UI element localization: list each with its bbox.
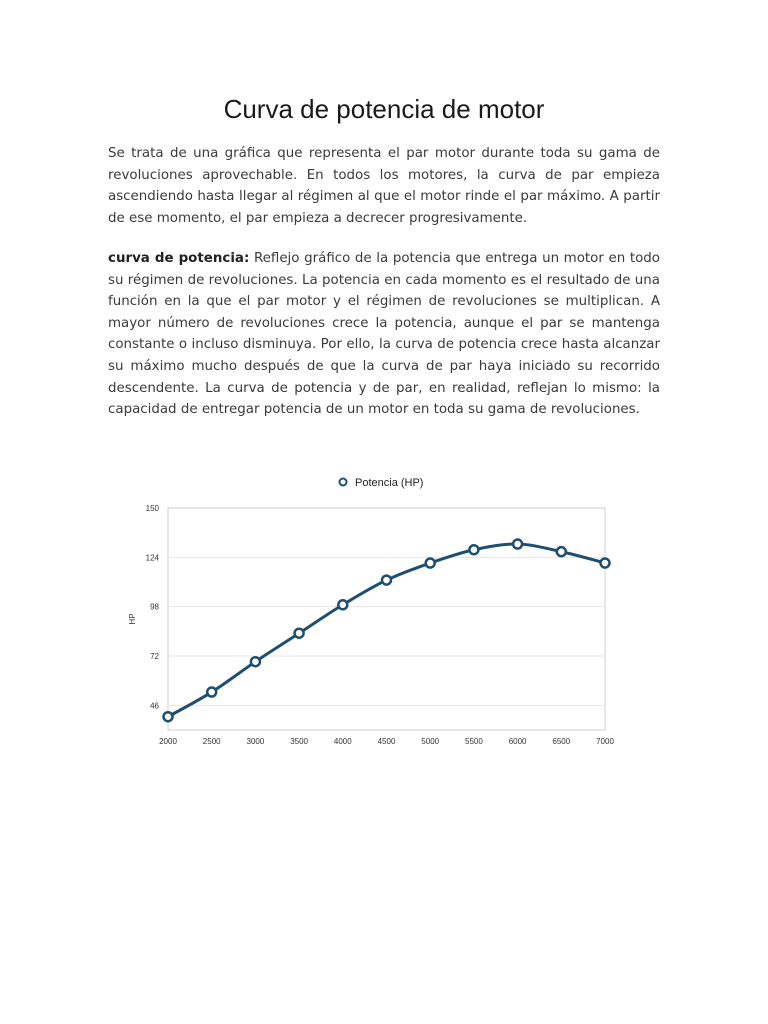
x-tick-label: 5500: [465, 737, 483, 746]
legend-label: Potencia (HP): [355, 477, 424, 489]
x-tick-label: 2500: [202, 737, 221, 746]
x-tick-label: 3000: [246, 737, 265, 746]
data-point: [601, 559, 610, 568]
plot-frame: [168, 508, 605, 730]
data-point: [338, 600, 347, 609]
y-tick-label: 46: [150, 701, 159, 711]
data-point: [513, 540, 522, 549]
x-tick-label: 2000: [159, 737, 177, 746]
legend-marker: [340, 479, 347, 486]
y-tick-label: 150: [145, 504, 159, 513]
x-tick-label: 7000: [596, 737, 614, 746]
data-point: [469, 545, 478, 554]
y-tick-label: 98: [150, 602, 159, 612]
definition-term: curva de potencia:: [108, 251, 250, 266]
definition-body: Reflejo gráfico de la potencia que entrega un motor en todo su régimen de revoluciones. La potencia en cada momento es el resultado de una función en la que el par motor y el régimen de revoluciones se multiplican. A mayor número de revoluciones crece la potencia, aunque el par se mantenga constante o incluso disminuya. Por ello, la curva de potencia crece hasta alcanzar su máximo mucho después de que la curva de par haya iniciado su recorrido descendente. La curva de potencia y de par, en realidad, reflejan lo mismo: la capacidad de entregar potencia de un motor en toda su gama de revoluciones.: [108, 251, 660, 418]
definition-paragraph: [108, 248, 660, 421]
x-tick-label: 5000: [421, 737, 440, 746]
x-tick-label: 6000: [508, 737, 527, 746]
x-tick-label: 6500: [552, 737, 571, 746]
data-point: [295, 629, 304, 638]
data-point: [426, 559, 435, 568]
y-tick-label: 72: [150, 652, 159, 661]
power-curve-chart: [108, 465, 628, 755]
y-tick-label: 124: [145, 553, 159, 563]
data-point: [251, 657, 260, 666]
x-tick-label: 4500: [377, 737, 396, 746]
y-axis-label: HP: [128, 613, 137, 625]
x-tick-label: 4000: [333, 737, 352, 746]
data-point: [164, 712, 173, 721]
x-tick-label: 3500: [290, 737, 308, 746]
data-point: [557, 547, 566, 556]
page-title: Curva de potencia de motor: [223, 94, 545, 124]
data-point: [382, 576, 391, 585]
intro-paragraph: Se trata de una gráfica que representa el par motor durante toda su gama de revoluciones aprovechable. En todos los motores, la curva de par empieza ascendiendo hasta llegar al régimen al que el motor rinde el par máximo. A partir de ese momento, el par empieza a decrecer progresivamente.: [108, 146, 660, 226]
data-point: [207, 688, 216, 697]
